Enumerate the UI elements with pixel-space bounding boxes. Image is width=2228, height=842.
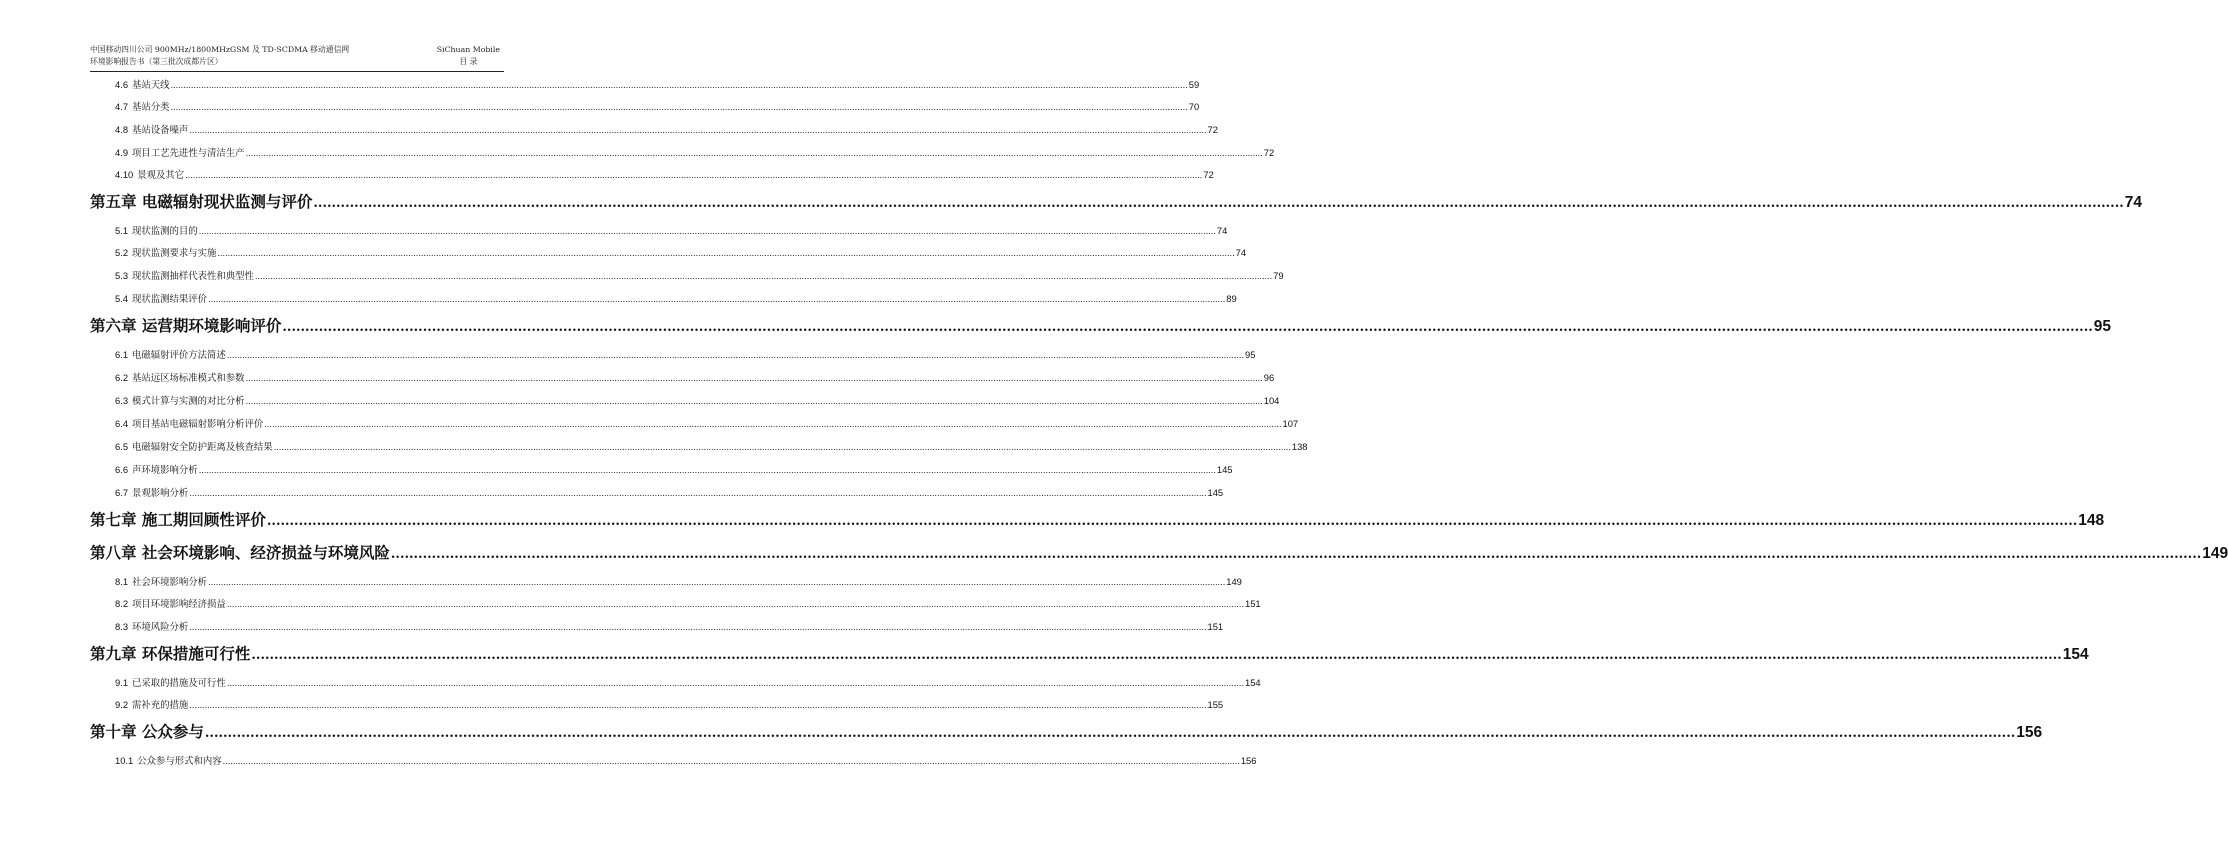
toc-page-number: 74 xyxy=(1235,247,1247,258)
toc-entry-title xyxy=(115,291,207,305)
toc-entry-title xyxy=(115,77,170,91)
toc-dot-leader: ................................................................................................................................................................................................................................................................................................................................................................................................................ xyxy=(226,351,1244,360)
toc-entry-title xyxy=(115,370,245,384)
toc-entry-text: 模式计算与实测的对比分析 xyxy=(132,396,245,407)
toc-entry-title xyxy=(115,393,245,407)
toc-section-number: 9.2 xyxy=(115,699,129,710)
toc-entry-title xyxy=(90,314,281,336)
toc-entry-text: 第五章 电磁辐射现状监测与评价 xyxy=(90,192,313,211)
toc-entry-text: 声环境影响分析 xyxy=(132,465,198,476)
toc-dot-leader: ................................................................................................................................................................................................................................................................................................................................................................................................................ xyxy=(189,489,1207,498)
toc-dot-leader: ................................................................................................................................................................................................................................................................................................................................................................................................................ xyxy=(282,320,2093,335)
toc-page-number: 138 xyxy=(1291,441,1308,452)
toc-dot-leader: ................................................................................................................................................................................................................................................................................................................................................................................................................ xyxy=(226,679,1244,688)
toc-section-number: 6.5 xyxy=(115,441,129,452)
toc-section-number: 4.7 xyxy=(115,101,129,112)
toc-entry-text: 公众参与形式和内容 xyxy=(137,756,222,767)
toc-entry-title xyxy=(115,675,226,689)
toc-section-number: 6.6 xyxy=(115,464,129,475)
toc-page-number: 154 xyxy=(2062,646,2089,663)
toc-dot-leader: ................................................................................................................................................................................................................................................................................................................................................................................................................ xyxy=(222,757,1240,766)
toc-entry-title xyxy=(115,574,207,588)
toc-section-number: 6.2 xyxy=(115,372,129,383)
header-company-name: SiChuan Mobile xyxy=(436,45,500,54)
toc-chapter-entry[interactable] xyxy=(90,642,2089,664)
toc-section-entry[interactable] xyxy=(115,462,1233,476)
toc-entry-text: 社会环境影响分析 xyxy=(132,577,208,588)
toc-section-number: 9.1 xyxy=(115,677,129,688)
toc-entry-title xyxy=(90,541,390,563)
toc-entry-title xyxy=(115,439,273,453)
toc-page-number: 72 xyxy=(1207,124,1218,135)
toc-dot-leader: ................................................................................................................................................................................................................................................................................................................................................................................................................ xyxy=(245,397,1263,406)
toc-section-entry[interactable] xyxy=(115,370,1275,384)
toc-section-entry[interactable] xyxy=(115,291,1237,305)
toc-dot-leader: ................................................................................................................................................................................................................................................................................................................................................................................................................ xyxy=(189,126,1207,135)
toc-page-number: 59 xyxy=(1188,79,1200,90)
toc-dot-leader: ................................................................................................................................................................................................................................................................................................................................................................................................................ xyxy=(266,514,2078,529)
toc-entry-text: 基站设备噪声 xyxy=(132,125,189,136)
toc-section-number: 4.8 xyxy=(115,124,129,135)
toc-entry-text: 现状监测结果评价 xyxy=(132,294,208,305)
toc-dot-leader: ................................................................................................................................................................................................................................................................................................................................................................................................................ xyxy=(204,726,2016,741)
toc-section-number: 10.1 xyxy=(115,755,134,766)
toc-page-number: 155 xyxy=(1207,699,1224,710)
toc-section-number: 8.1 xyxy=(115,576,129,587)
toc-dot-leader: ................................................................................................................................................................................................................................................................................................................................................................................................................ xyxy=(313,196,2124,211)
toc-page-number: 70 xyxy=(1188,101,1200,112)
toc-dot-leader: ................................................................................................................................................................................................................................................................................................................................................................................................................ xyxy=(217,249,1235,258)
toc-page-number: 95 xyxy=(2093,318,2112,335)
toc-entry-title xyxy=(115,697,188,711)
header-title-line2: 环境影响报告书（第三批次成都片区） xyxy=(90,56,223,66)
toc-entry-text: 第十章 公众参与 xyxy=(90,722,204,741)
toc-chapter-entry[interactable] xyxy=(90,720,2043,742)
toc-entry-title xyxy=(90,720,204,742)
toc-section-entry[interactable] xyxy=(115,223,1228,237)
toc-entry-title xyxy=(115,753,222,767)
toc-section-entry[interactable] xyxy=(115,753,1257,767)
toc-dot-leader: ................................................................................................................................................................................................................................................................................................................................................................................................................ xyxy=(208,578,1226,587)
toc-page-number: 74 xyxy=(2124,194,2143,211)
toc-page-number: 149 xyxy=(1226,576,1242,587)
toc-entry-title xyxy=(115,596,226,610)
toc-section-entry[interactable] xyxy=(115,416,1299,430)
toc-entry-text: 第八章 社会环境影响、经济损益与环境风险 xyxy=(90,543,390,562)
toc-entry-text: 需补充的措施 xyxy=(132,700,189,711)
toc-entry-title xyxy=(90,508,266,530)
toc-page-number: 72 xyxy=(1203,169,1214,180)
toc-section-number: 4.6 xyxy=(115,79,129,90)
toc-section-number: 4.9 xyxy=(115,147,129,158)
toc-entry-text: 第七章 施工期回顾性评价 xyxy=(90,510,266,529)
toc-section-number: 6.4 xyxy=(115,418,129,429)
toc-section-entry[interactable] xyxy=(115,347,1256,361)
toc-dot-leader: ................................................................................................................................................................................................................................................................................................................................................................................................................ xyxy=(208,295,1226,304)
toc-section-entry[interactable] xyxy=(115,596,1261,610)
toc-entry-text: 现状监测要求与实施 xyxy=(132,248,217,259)
toc-page-number: 89 xyxy=(1226,293,1237,304)
toc-section-entry[interactable] xyxy=(115,574,1242,588)
toc-section-entry[interactable] xyxy=(115,393,1280,407)
toc-section-entry[interactable] xyxy=(115,439,1308,453)
toc-entry-text: 现状监测的目的 xyxy=(132,226,198,237)
toc-dot-leader: ................................................................................................................................................................................................................................................................................................................................................................................................................ xyxy=(245,149,1263,158)
toc-section-entry[interactable] xyxy=(115,675,1261,689)
toc-section-entry[interactable] xyxy=(115,122,1218,136)
toc-dot-leader: ................................................................................................................................................................................................................................................................................................................................................................................................................ xyxy=(170,103,1188,112)
toc-section-entry[interactable] xyxy=(115,485,1224,499)
toc-section-number: 8.3 xyxy=(115,621,129,632)
toc-dot-leader: ................................................................................................................................................................................................................................................................................................................................................................................................................ xyxy=(226,600,1244,609)
toc-entry-text: 第六章 运营期环境影响评价 xyxy=(90,316,282,335)
toc-section-number: 5.3 xyxy=(115,270,129,281)
toc-section-entry[interactable] xyxy=(115,619,1224,633)
header-title-line1: 中国移动四川公司 900MHz/1800MHzGSM 及 TD-SCDMA 移动通信网 xyxy=(90,45,350,54)
toc-entry-title xyxy=(115,122,188,136)
toc-entry-text: 已采取的措施及可行性 xyxy=(132,678,226,689)
toc-entry-text: 项目工艺先进性与清洁生产 xyxy=(132,148,245,159)
toc-section-number: 5.4 xyxy=(115,293,129,304)
toc-section-number: 5.2 xyxy=(115,247,129,258)
toc-entry-text: 基站天线 xyxy=(132,80,170,91)
toc-dot-leader: ................................................................................................................................................................................................................................................................................................................................................................................................................ xyxy=(273,443,1291,452)
toc-entry-text: 项目基站电磁辐射影响分析评价 xyxy=(132,419,264,430)
toc-page-number: 156 xyxy=(1240,755,1257,766)
toc-section-entry[interactable] xyxy=(115,697,1224,711)
toc-entry-title xyxy=(115,347,226,361)
toc-chapter-entry[interactable] xyxy=(90,541,2228,563)
toc-dot-leader: ................................................................................................................................................................................................................................................................................................................................................................................................................ xyxy=(390,547,2202,562)
toc-section-number: 6.7 xyxy=(115,487,129,498)
toc-page-number: 74 xyxy=(1216,225,1228,236)
toc-entry-title xyxy=(115,245,216,259)
toc-chapter-entry[interactable] xyxy=(90,190,2143,212)
toc-chapter-entry[interactable] xyxy=(90,314,2112,336)
toc-entry-text: 现状监测抽样代表性和典型性 xyxy=(132,271,254,282)
toc-section-entry[interactable] xyxy=(115,99,1200,113)
toc-entry-text: 第九章 环保措施可行性 xyxy=(90,644,251,663)
toc-dot-leader: ................................................................................................................................................................................................................................................................................................................................................................................................................ xyxy=(189,623,1207,632)
toc-dot-leader: ................................................................................................................................................................................................................................................................................................................................................................................................................ xyxy=(198,466,1216,475)
toc-entry-title xyxy=(90,642,250,664)
toc-entry-text: 基站分类 xyxy=(132,102,170,113)
toc-section-entry[interactable] xyxy=(115,268,1284,282)
toc-section-number: 8.2 xyxy=(115,598,129,609)
toc-dot-leader: ................................................................................................................................................................................................................................................................................................................................................................................................................ xyxy=(251,648,2062,663)
toc-page-number: 79 xyxy=(1273,270,1284,281)
toc-section-entry[interactable] xyxy=(115,245,1247,259)
toc-entry-title xyxy=(115,99,170,113)
toc-page-number: 96 xyxy=(1263,372,1275,383)
toc-section-number: 6.3 xyxy=(115,395,129,406)
toc-entry-text: 电磁辐射安全防护距离及核查结果 xyxy=(132,442,273,453)
toc-entry-title xyxy=(115,223,198,237)
toc-entry-text: 景观及其它 xyxy=(137,170,185,181)
toc-section-number: 5.1 xyxy=(115,225,129,236)
toc-page-number: 104 xyxy=(1263,395,1280,406)
toc-page-number: 151 xyxy=(1245,598,1261,609)
toc-page-number: 156 xyxy=(2016,724,2043,741)
toc-page-number: 149 xyxy=(2202,545,2228,562)
toc-page-number: 145 xyxy=(1216,464,1233,475)
toc-page-number: 154 xyxy=(1245,677,1261,688)
toc-dot-leader: ................................................................................................................................................................................................................................................................................................................................................................................................................ xyxy=(264,420,1282,429)
toc-section-number: 6.1 xyxy=(115,349,129,360)
toc-entry-title xyxy=(115,268,254,282)
toc-section-entry[interactable] xyxy=(115,145,1275,159)
toc-page-number: 145 xyxy=(1207,487,1224,498)
toc-entry-text: 景观影响分析 xyxy=(132,488,189,499)
toc-entry-title xyxy=(115,167,184,181)
toc-page-number: 72 xyxy=(1263,147,1275,158)
toc-dot-leader: ................................................................................................................................................................................................................................................................................................................................................................................................................ xyxy=(170,81,1188,90)
toc-entry-title xyxy=(115,145,245,159)
toc-section-entry[interactable] xyxy=(115,167,1214,181)
toc-entry-text: 环境风险分析 xyxy=(132,622,189,633)
toc-entry-title xyxy=(115,462,198,476)
toc-entry-title xyxy=(115,619,188,633)
toc-dot-leader: ................................................................................................................................................................................................................................................................................................................................................................................................................ xyxy=(189,701,1207,710)
header-section-name: 目 录 xyxy=(459,56,478,66)
toc-page-number: 107 xyxy=(1282,418,1299,429)
toc-entry-title xyxy=(115,416,263,430)
toc-dot-leader: ................................................................................................................................................................................................................................................................................................................................................................................................................ xyxy=(254,272,1273,281)
toc-page-number: 151 xyxy=(1207,621,1224,632)
toc-chapter-entry[interactable] xyxy=(90,508,2105,530)
toc-section-number: 4.10 xyxy=(115,169,134,180)
toc-entry-text: 电磁辐射评价方法简述 xyxy=(132,350,226,361)
toc-entry-title xyxy=(90,190,312,212)
toc-entry-text: 项目环境影响经济损益 xyxy=(132,599,226,610)
toc-section-entry[interactable] xyxy=(115,77,1200,91)
toc-dot-leader: ................................................................................................................................................................................................................................................................................................................................................................................................................ xyxy=(245,374,1263,383)
toc-dot-leader: ................................................................................................................................................................................................................................................................................................................................................................................................................ xyxy=(198,227,1216,236)
toc-page-number: 95 xyxy=(1245,349,1256,360)
toc-dot-leader: ................................................................................................................................................................................................................................................................................................................................................................................................................ xyxy=(185,171,1203,180)
toc-entry-text: 基站远区场标准模式和参数 xyxy=(132,373,245,384)
toc-page-number: 148 xyxy=(2078,512,2105,529)
toc-entry-title xyxy=(115,485,188,499)
